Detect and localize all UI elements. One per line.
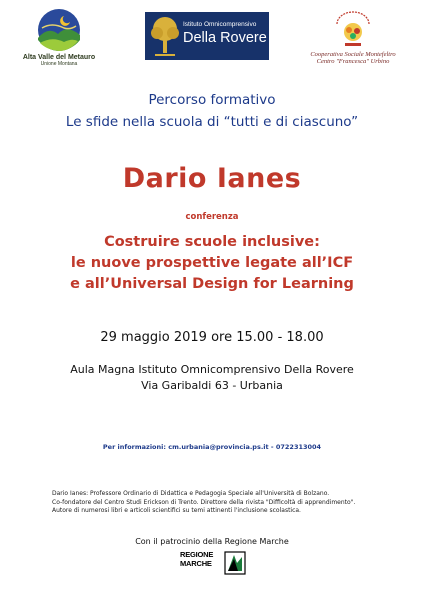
series-title: Percorso formativo [148, 92, 276, 108]
left-logo-subtitle: Unione Montana [40, 61, 78, 67]
center-logo-line2: Della Rovere [183, 30, 267, 46]
mountain-valley-icon [34, 8, 84, 52]
region-logo-line1: REGIONE [180, 550, 214, 559]
right-logo-line1: Cooperativa Sociale Montefeltro [310, 51, 396, 58]
series-subtitle: Le sfide nella scuola di “tutti e di ciascuno” [65, 114, 359, 130]
bio-line-2: Co-fondatore del Centro Studi Erickson di Trento. Direttore della rivista "Difficoltà di apprendimento". [52, 498, 356, 506]
oak-tree-icon [149, 15, 181, 57]
event-datetime: 29 maggio 2019 ore 15.00 - 18.00 [100, 330, 324, 345]
della-rovere-logo [145, 12, 269, 60]
regione-marche-logo [180, 547, 250, 591]
patronage-text: Con il patrocinio della Regione Marche [135, 537, 289, 546]
talk-title-line-2: le nuove prospettive legate all’ICF [70, 255, 354, 271]
event-type: conferenza [185, 212, 239, 222]
region-emblem-icon [224, 551, 246, 575]
talk-title-line-3: e all’Universal Design for Learning [70, 276, 354, 292]
alta-valle-metauro-logo [22, 8, 96, 67]
left-logo-name: Alta Valle del Metauro [22, 54, 96, 61]
cooperativa-montefeltro-logo [288, 10, 418, 65]
venue-line-1: Aula Magna Istituto Omnicomprensivo Della Rovere [70, 363, 354, 376]
contact-info: Per informazioni: cm.urbania@provincia.ps.it - 0722313004 [102, 443, 322, 451]
talk-title-line-1: Costruire scuole inclusive: [104, 234, 320, 250]
region-logo-line2: MARCHE [180, 559, 212, 568]
right-logo-line2: Centro "Francesca" Urbino [316, 58, 390, 65]
venue-line-2: Via Garibaldi 63 - Urbania [141, 379, 283, 392]
bio-line-1: Dario Ianes: Professore Ordinario di Didattica e Pedagogia Speciale all'Università di Bolzano. [52, 490, 330, 497]
region-logo-text [180, 550, 213, 568]
cooperative-emblem-icon [331, 10, 375, 48]
speaker-bio [52, 490, 392, 516]
center-logo-line1: Istituto Omnicomprensivo [183, 21, 257, 28]
bio-line-3: Autore di numerosi libri e articoli scientifici su temi attinenti l'inclusione scolastica. [52, 507, 301, 514]
speaker-name: Dario Ianes [122, 163, 302, 194]
